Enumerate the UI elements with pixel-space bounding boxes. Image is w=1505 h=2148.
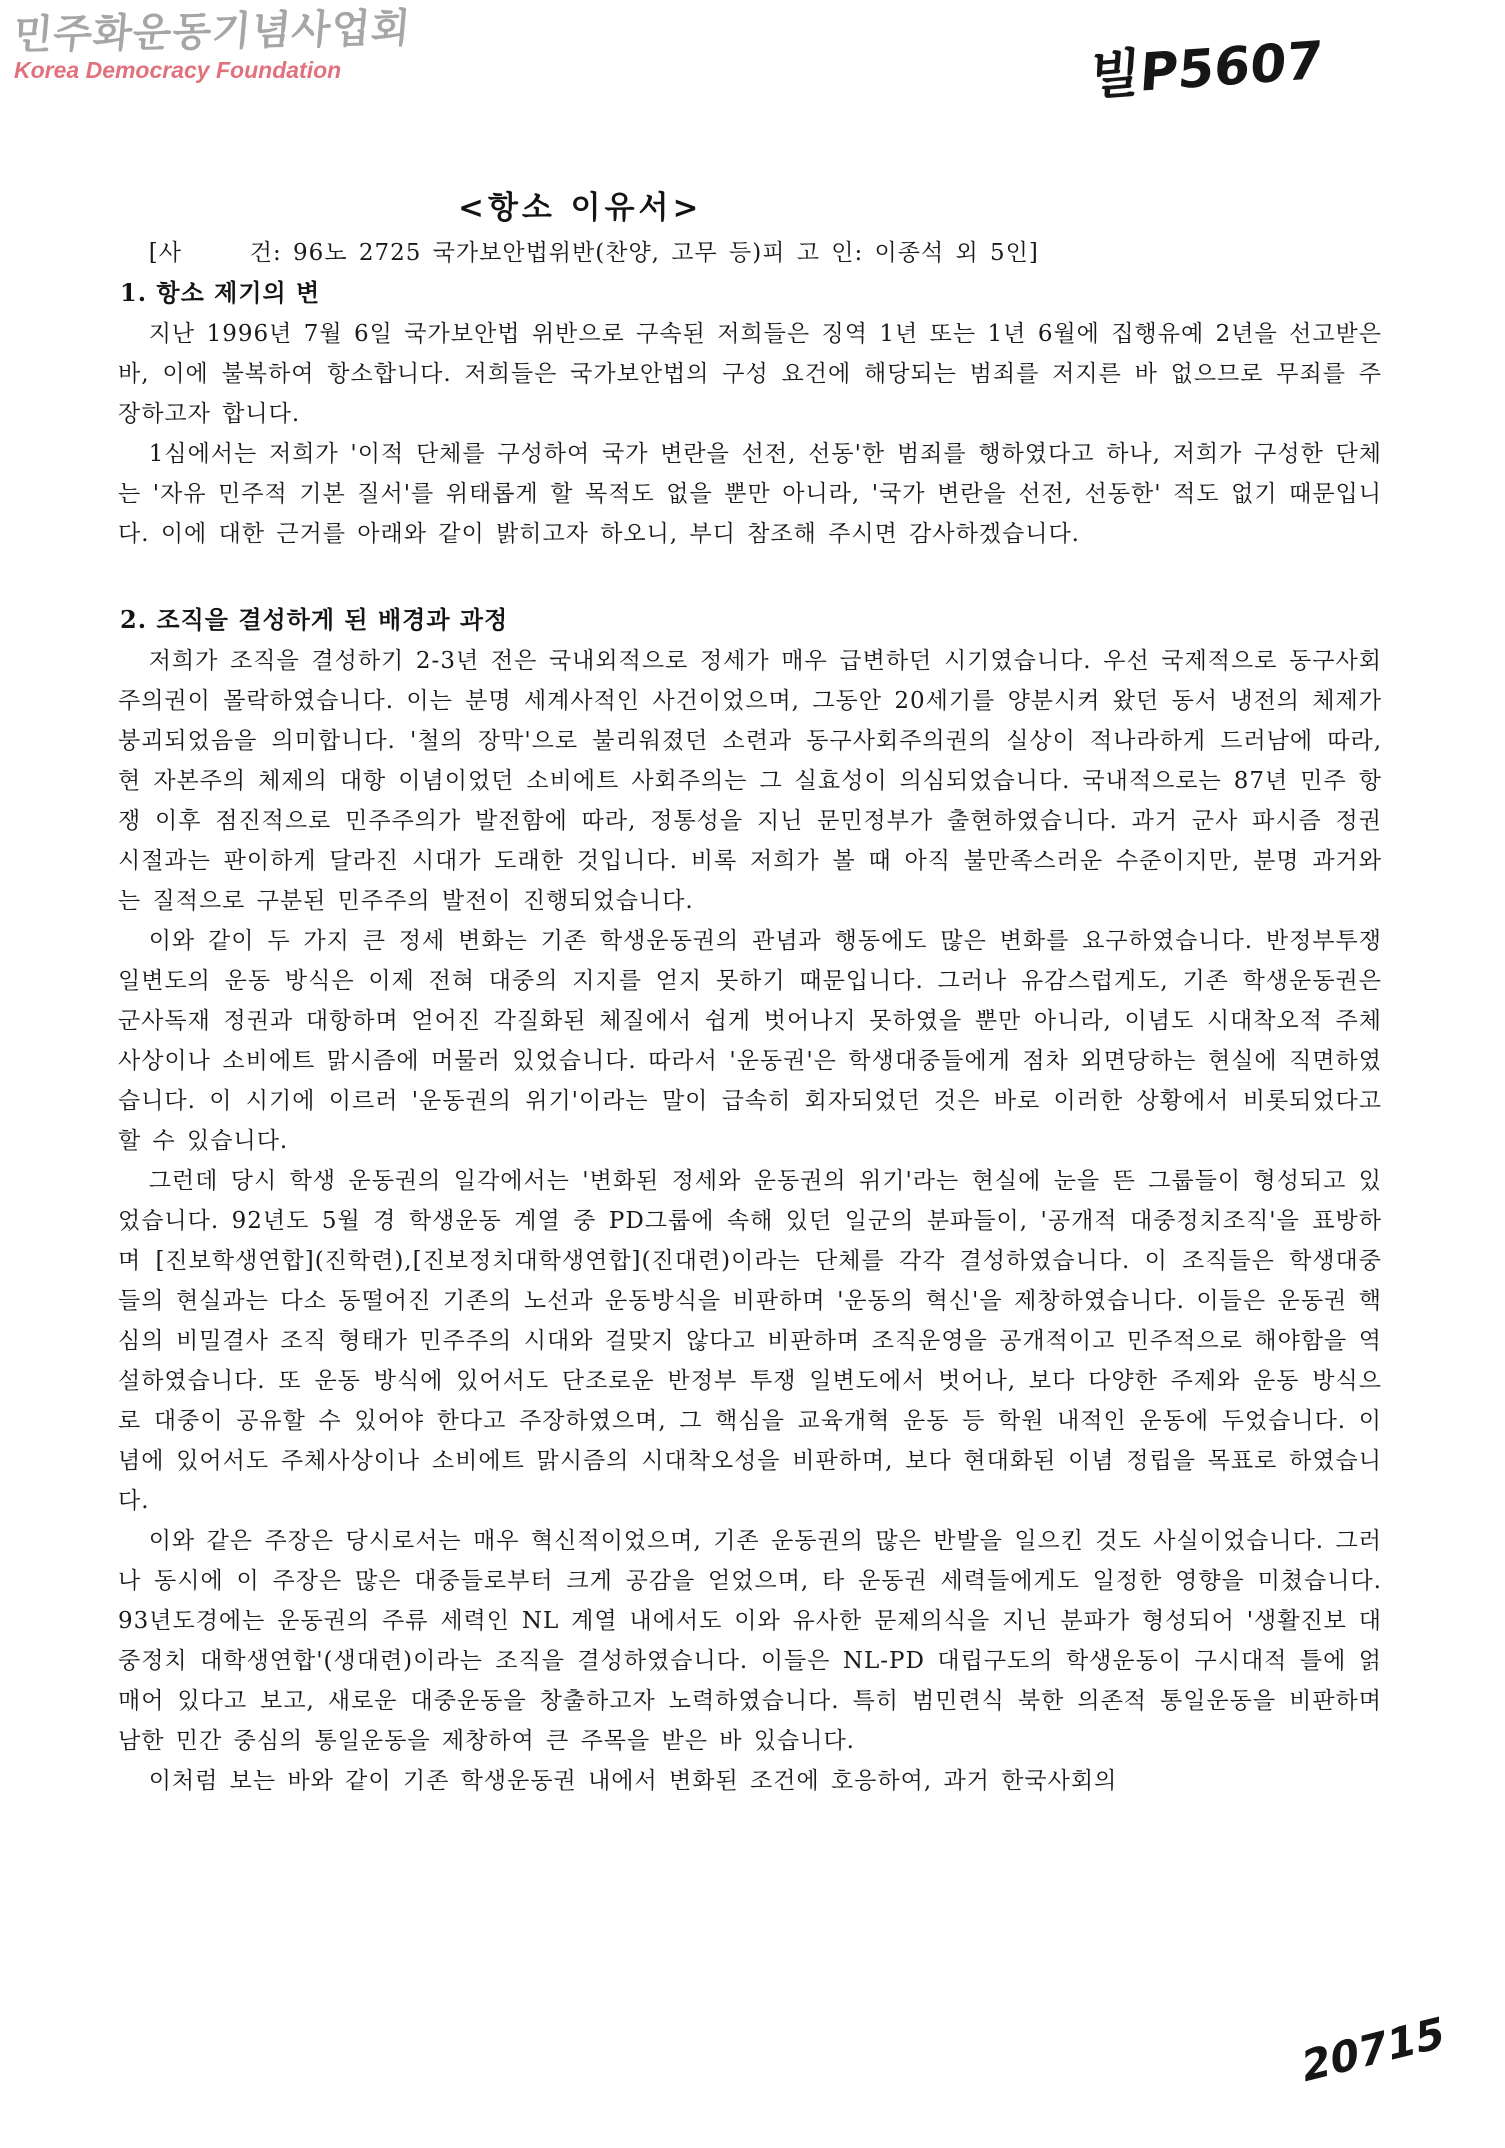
kdf-logo xyxy=(11,4,413,83)
case-line: [사 건: 96노 2725 국가보안법위반(찬양, 고무 등)피 고 인: 이종석 외 5인] xyxy=(148,240,1039,266)
document-title: <항소 이유서> xyxy=(458,190,703,226)
kdf-logo-korean-calligraphy: 민주화운동기념사업회 xyxy=(11,4,413,59)
section-1-paragraph-1: 지난 1996년 7월 6일 국가보안법 위반으로 구속된 저희들은 징역 1년 또는 1년 6월에 집행유예 2년을 선고받은 바, 이에 불복하여 항소합니다. 저희들은 국가보안법의 구성 요건에 해당되는 범죄를 저지른 바 없으므로 무죄를 주장하고자 합니다. xyxy=(118,321,1382,427)
handwritten-page-number: 20715 xyxy=(1302,2006,1444,2093)
section-appeal-statement xyxy=(118,273,1382,554)
section-2-paragraph-1: 저희가 조직을 결성하기 2-3년 전은 국내외적으로 정세가 매우 급변하던 시기였습니다. 우선 국제적으로 동구사회주의권이 몰락하였습니다. 이는 분명 세계사적인 사건이었으며, 그동안 20세기를 양분시켜 왔던 동서 냉전의 체제가 붕괴되었음을 의미합니다. '철의 장막'으로 불리워졌던 소련과 동구사회주의권의 실상이 적나라하게 드러남에 따라, 현 자본주의 체제의 대항 이념이었던 소비에트 사회주의는 그 실효성이 의심되었습니다. 국내적으로는 87년 민주 항쟁 이후 점진적으로 민주주의가 발전함에 따라, 정통성을 지닌 문민정부가 출현하였습니다. 과거 군사 파시즘 정권 시절과는 판이하게 달라진 시대가 도래한 것입니다. 비록 저희가 볼 때 아직 불만족스러운 수준이지만, 분명 과거와는 질적으로 구분된 민주주의 발전이 진행되었습니다. xyxy=(118,648,1382,914)
section-2-heading: 2. 조직을 결성하게 된 배경과 과정 xyxy=(120,605,509,634)
kdf-logo-english-name: Korea Democracy Foundation xyxy=(14,57,342,83)
handwritten-archive-number: 빌P5607 xyxy=(1087,30,1325,108)
section-1-heading: 1. 항소 제기의 변 xyxy=(120,278,321,307)
section-2-paragraph-4: 이와 같은 주장은 당시로서는 매우 혁신적이었으며, 기존 운동권의 많은 반발을 일으킨 것도 사실이었습니다. 그러나 동시에 이 주장은 많은 대중들로부터 크게 공감을 얻었으며, 타 운동권 세력들에게도 일정한 영향을 미쳤습니다. 93년도경에는 운동권의 주류 세력인 NL 계열 내에서도 이와 유사한 문제의식을 지닌 분파가 형성되어 '생활진보 대중정치 대학생연합'(생대련)이라는 조직을 결성하였습니다. 이들은 NL-PD 대립구도의 학생운동이 구시대적 틀에 얽매어 있다고 보고, 새로운 대중운동을 창출하고자 노력하였습니다. 특히 범민련식 북한 의존적 통일운동을 비판하며 남한 민간 중심의 통일운동을 제창하여 큰 주목을 받은 바 있습니다. xyxy=(118,1528,1382,1754)
section-organization-background xyxy=(118,600,1382,1801)
section-2-paragraph-5: 이처럼 보는 바와 같이 기존 학생운동권 내에서 변화된 조건에 호응하여, 과거 한국사회의 xyxy=(148,1768,1118,1794)
section-2-paragraph-3: 그런데 당시 학생 운동권의 일각에서는 '변화된 정세와 운동권의 위기'라는 현실에 눈을 뜬 그룹들이 형성되고 있었습니다. 92년도 5월 경 학생운동 계열 중 PD그룹에 속해 있던 일군의 분파들이, '공개적 대중정치조직'을 표방하며 [진보학생연합](진학련),[진보정치대학생연합](진대련)이라는 단체를 각각 결성하였습니다. 이 조직들은 학생대중들의 현실과는 다소 동떨어진 기존의 노선과 운동방식을 비판하며 '운동의 혁신'을 제창하였습니다. 이들은 운동권 핵심의 비밀결사 조직 형태가 민주주의 시대와 걸맞지 않다고 비판하며 조직운영을 공개적이고 민주적으로 해야함을 역설하였습니다. 또 운동 방식에 있어서도 단조로운 반정부 투쟁 일변도에서 벗어나, 보다 다양한 주제와 운동 방식으로 대중이 공유할 수 있어야 한다고 주장하였으며, 그 핵심을 교육개혁 운동 등 학원 내적인 운동에 두었습니다. 이념에 있어서도 주체사상이나 소비에트 맑시즘의 시대착오성을 비판하며, 보다 현대화된 이념 정립을 목표로 하였습니다. xyxy=(118,1168,1382,1514)
section-2-paragraph-2: 이와 같이 두 가지 큰 정세 변화는 기존 학생운동권의 관념과 행동에도 많은 변화를 요구하였습니다. 반정부투쟁 일변도의 운동 방식은 이제 전혀 대중의 지지를 얻지 못하기 때문입니다. 그러나 유감스럽게도, 기존 학생운동권은 군사독재 정권과 대항하며 얻어진 각질화된 체질에서 쉽게 벗어나지 못하였을 뿐만 아니라, 이념도 시대착오적 주체사상이나 소비에트 맑시즘에 머물러 있었습니다. 따라서 '운동권'은 학생대중들에게 점차 외면당하는 현실에 직면하였습니다. 이 시기에 이르러 '운동권의 위기'이라는 말이 급속히 회자되었던 것은 바로 이러한 상황에서 비롯되었다고 할 수 있습니다. xyxy=(118,928,1382,1154)
section-1-paragraph-2: 1심에서는 저희가 '이적 단체를 구성하여 국가 변란을 선전, 선동'한 범죄를 행하였다고 하나, 저희가 구성한 단체는 '자유 민주적 기본 질서'를 위태롭게 할 목적도 없을 뿐만 아니라, '국가 변란을 선전, 선동한' 적도 없기 때문입니다. 이에 대한 근거를 아래와 같이 밝히고자 하오니, 부디 참조해 주시면 감사하겠습니다. xyxy=(118,441,1382,547)
document-body xyxy=(118,182,1382,1801)
